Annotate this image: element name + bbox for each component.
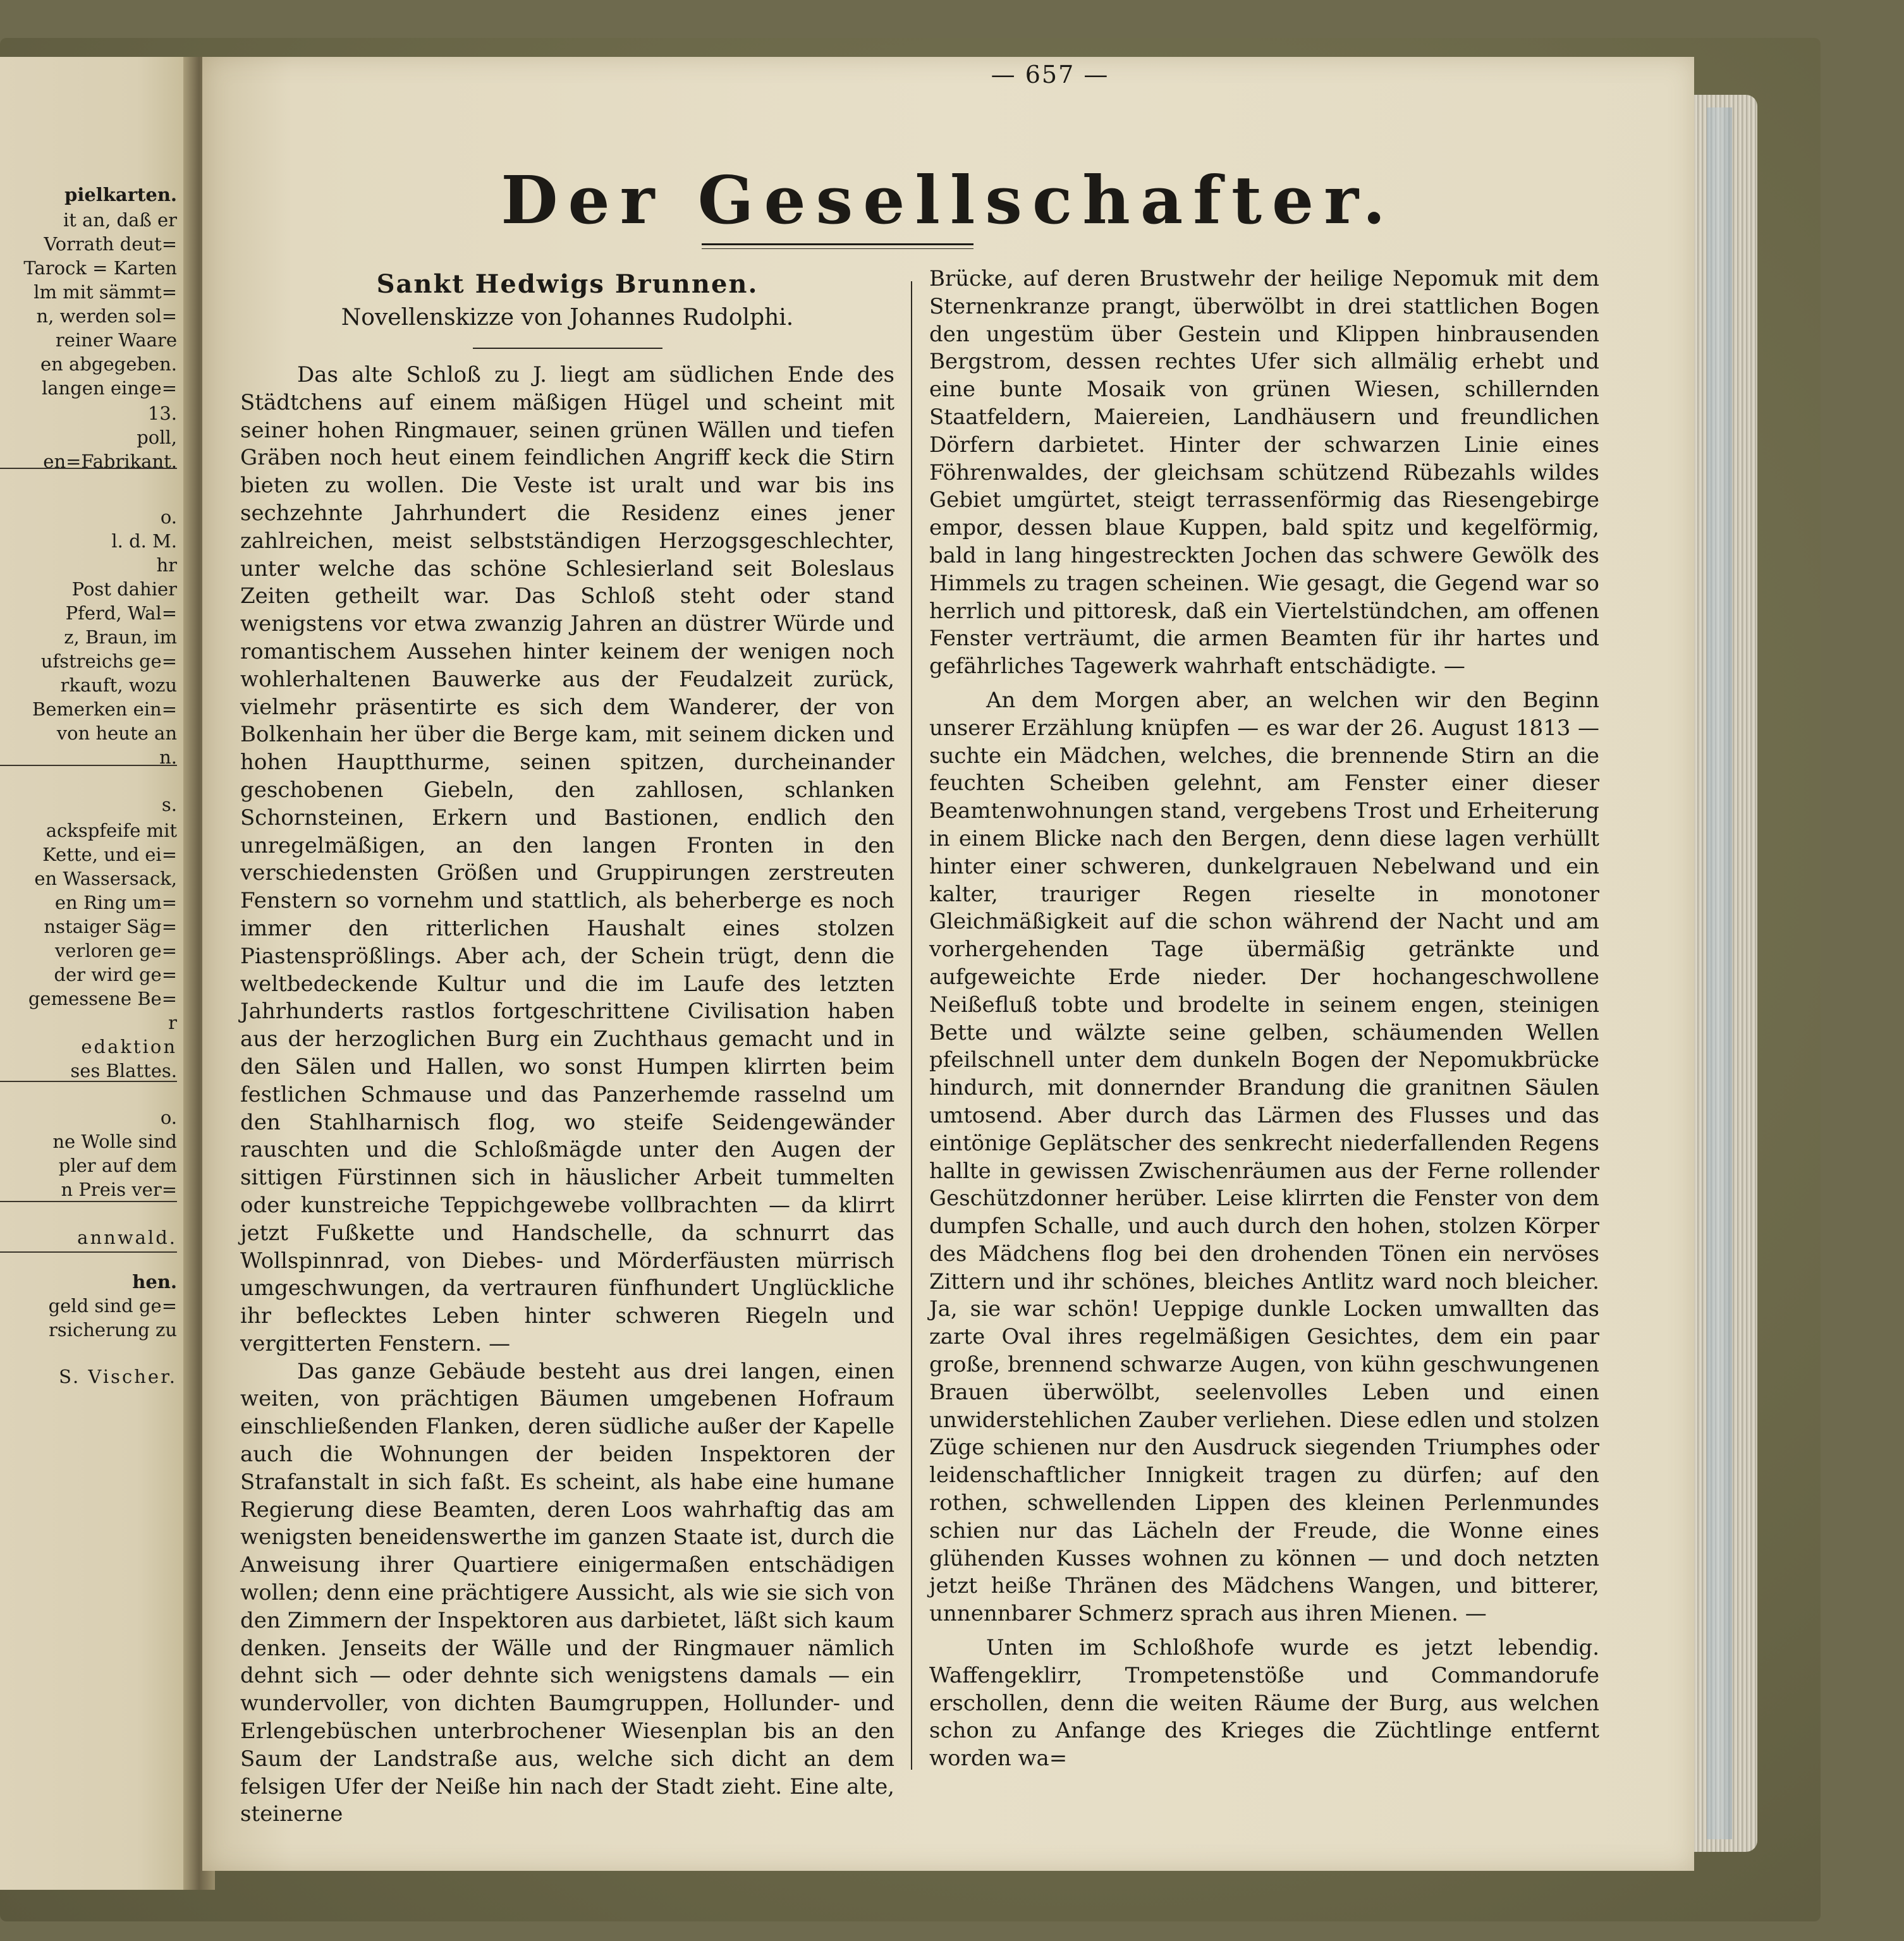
left-page-line: edaktion [81, 1036, 177, 1057]
left-page-line: it an, daß er [63, 209, 177, 231]
left-page-line: s. [161, 794, 177, 815]
article-column-right [929, 265, 1599, 1773]
left-page-rule [0, 468, 177, 469]
masthead-rule [702, 243, 973, 245]
left-page-line: poll, [137, 427, 177, 448]
left-page-line: rsicherung zu [48, 1319, 177, 1341]
left-page-line: Post dahier [71, 578, 177, 600]
left-page-line: n. [159, 746, 177, 768]
masthead-title: Der Gesellschafter. [501, 161, 1396, 239]
left-page-rule [0, 1081, 177, 1082]
left-page-rule [0, 1201, 177, 1202]
left-page-line: von heute an [56, 722, 177, 744]
left-page-line: pielkarten. [64, 184, 177, 205]
left-page-rule [0, 1251, 177, 1253]
paragraph: Das alte Schloß zu J. liegt am südlichen Ende des Städtchens auf einem mäßigen Hügel und scheint mit seiner hohen Ringmauer, seinen grünen Wällen und tiefen Gräben noch heut einem feindlichen Angriff keck die Stirn bieten zu wollen. Die Veste ist uralt und war bis ins sechzehnte Jahrhundert die Residenz eines jener zahlreichen, meist selbstständigen Herzogsgeschlechter, unter welche das schöne Schlesierland seit Boleslaus Zeiten getheilt war. Das Schloß steht oder stand wenigstens vor etwa zwanzig Jahren an düstrer Würde und romantischem Aussehen hinter keinem der wenigen noch wohlerhaltenen Bauwerke aus der Feudalzeit zurück, vielmehr präsentirte es sich dem Wanderer, der von Bolkenhain her über die Berge kam, mit seinem dicken und hohen Hauptthurme, seinen spitzen, durcheinander geschobenen Giebeln, den zahllosen, schlanken Schornsteinen, Erkern und Bastionen, endlich den unregelmäßigen, an den langen Fronten in den verschiedensten Größen und Gruppirungen zerstreuten Fenstern so vornehm und stattlich, als beherberge es noch immer den ritterlichen Haushalt eines stolzen Piastensprößlings. Aber ach, der Schein trügt, denn die weltbedeckende Kultur und die im Laufe des letzten Jahrhunderts rastlos fortgeschrittene Civilisation haben aus der herzoglichen Burg ein Zuchthaus gemacht und in den Sälen und Hallen, wo sonst Humpen klirrten beim festlichen Schmause und das Panzerhemde rasselnd um den Stahlharnisch flog, wo steife Seidengewänder rauschten und die Schloßmägde unter den Augen der sittigen Fürstinnen sich in häuslicher Arbeit tummelten oder kunstreiche Teppichgewebe vollbrachten — da klirrt jetzt Fußkette und Handschelle, da schnurrt das Wollspinnrad, von Diebes- und Mörderfäusten mürrisch umgeschwungen, da vertrauren fünfhundert Unglückliche ihr beflecktes Leben hinter schweren Riegeln und vergitterten Fenstern. — [240, 362, 894, 1356]
left-page-line: Vorrath deut= [44, 233, 177, 255]
paragraph: An dem Morgen aber, an welchen wir den Beginn unserer Erzählung knüpfen — es war der 26. August 1813 — suchte ein Mädchen, welches, die brennende Stirn an die feuchten Scheiben gelehnt, am Fenster einer dieser Beamtenwohnungen stand, vergebens Trost und Erheiterung in einem Blicke nach den Bergen, denn diese lagen verhüllt hinter einer schweren, dunkelgrauen Nebelwand und ein kalter, trauriger Regen rieselte in monotoner Gleichmäßigkeit auf die schon während der Nacht und am vorhergehenden Tage übermäßig getränkte und aufgeweichte Erde nieder. Der hochangeschwollene Neißefluß tobte und brodelte in seinem engen, steinigen Bette und wälzte seine gelben, schäumenden Wellen pfeilschnell unter dem dunkeln Bogen der Nepomukbrücke hindurch, mit donnernder Brandung die granitnen Säulen umtosend. Aber durch das Lärmen des Flusses und das eintönige Geplätscher des senkrecht niederfallenden Regens hallte in gewissen Zwischenräumen aus der Ferne rollender Geschützdonner herüber. Leise klirrten die Fenster von dem dumpfen Schalle, und auch durch den hohen, stolzen Körper des Mädchens flog bei den drohenden Tönen ein nervöses Zittern und ihr schönes, bleiches Antlitz ward noch bleicher. Ja, sie war schön! Ueppige dunkle Locken umwallten das zarte Oval ihres regelmäßigen Gesichtes, dem ein paar große, brennend schwarze Augen, von kühn geschwungenen Brauen überwölbt, seelenvolles Leben und einen unwiderstehlichen Zauber verliehen. Diese edlen und stolzen Züge schienen nur den Ausdruck siegenden Triumphes oder leidenschaftlicher Innigkeit tragen zu dürfen; auf den rothen, schwellenden Lippen des kleinen Perlenmundes schien nur das Lächeln der Freude, die Wonne eines glühenden Kusses wohnen zu können — und doch netzten jetzt heiße Thränen des Mädchens Wangen, und bitterer, unnennbarer Schmerz sprach aus ihren Mienen. — [929, 687, 1599, 1627]
left-page-line: verloren ge= [54, 940, 177, 961]
page-edge-tint [1707, 107, 1732, 1839]
left-page-line: l. d. M. [111, 530, 177, 552]
article-subtitle: Novellenskizze von Johannes Rudolphi. [341, 305, 794, 331]
left-page-line: ufstreichs ge= [40, 650, 177, 672]
left-page-line: z, Braun, im [64, 626, 177, 648]
left-page-line: pler auf dem [58, 1155, 177, 1176]
article-column-left [240, 265, 894, 1828]
left-page-line: nstaiger Säg= [44, 916, 177, 937]
left-page-line: r [168, 1012, 177, 1033]
left-page-line: lm mit sämmt= [34, 281, 177, 303]
paragraph: Das ganze Gebäude besteht aus drei langen, einen weiten, von prächtigen Bäumen umgebenen Hofraum einschließenden Flanken, deren südliche außer der Kapelle auch die Wohnungen der beiden Inspektoren der Strafanstalt in sich faßt. Es scheint, als habe eine humane Regierung diese Beamten, deren Loos wahrhaftig das am wenigsten beneidenswerthe im ganzen Staate ist, durch die Anweisung ihrer Quartiere einigermaßen entschädigen wollen; denn eine prächtigere Aussicht, als wie sie sich von den Zimmern der Inspektoren aus darbietet, läßt sich kaum denken. Jenseits der Wälle und der Ringmauer nämlich dehnt sich — oder dehnte sich wenigstens damals — ein wundervoller, von dichten Baumgruppen, Hollunder- und Erlengebüschen unterbrochener Wiesenplan bis an den Saum der Landstraße aus, welche sich dicht an dem felsigen Ufer der Neiße hin nach der Stadt zieht. Eine alte, steinerne [240, 1358, 894, 1827]
left-page-rule [0, 765, 177, 766]
left-page-line: der wird ge= [54, 964, 177, 985]
left-page-line: hen. [132, 1271, 177, 1293]
left-page-line: 13. [147, 403, 177, 424]
left-page-line: ses Blattes. [70, 1060, 177, 1081]
left-page-line: ackspfeife mit [46, 820, 177, 841]
left-page-line: en Ring um= [54, 892, 177, 913]
left-page-line: Bemerken ein= [32, 698, 177, 720]
left-page-line: hr [156, 554, 177, 576]
left-page-line: n, werden sol= [36, 305, 177, 327]
left-page-line: o. [160, 1107, 177, 1128]
left-page [0, 57, 196, 1890]
page-number: — 657 — [991, 61, 1109, 88]
masthead-rule-thin [702, 248, 973, 249]
column-divider [911, 281, 912, 1770]
left-page-line: annwald. [77, 1227, 177, 1248]
left-page-line: langen einge= [41, 377, 177, 399]
left-page-line: Kette, und ei= [42, 844, 177, 865]
article-title: Sankt Hedwigs Brunnen. [376, 269, 759, 299]
paragraph: Unten im Schloßhofe wurde es jetzt lebendig. Waffengeklirr, Trompetenstöße und Commandorufe erschollen, denn die weiten Räume der Burg, aus welchen schon zu Anfange des Krieges die Züchtlinge entfernt worden wa= [929, 1635, 1599, 1772]
left-page-line: Tarock = Karten [23, 257, 177, 279]
left-page-line: en abgegeben. [40, 353, 177, 375]
left-page-line: gemessene Be= [28, 988, 177, 1009]
left-page-line: en=Fabrikant. [43, 451, 177, 472]
left-page-line: reiner Waare [55, 329, 177, 351]
left-page-line: n Preis ver= [61, 1179, 177, 1200]
left-page-line: ne Wolle sind [52, 1131, 177, 1152]
subtitle-rule [473, 348, 662, 349]
left-page-line: en Wassersack, [34, 868, 177, 889]
left-page-line: geld sind ge= [48, 1295, 177, 1317]
left-page-line: rkauft, wozu [60, 674, 177, 696]
left-page-line: Pferd, Wal= [65, 602, 177, 624]
left-page-line: S. Vischer. [59, 1366, 177, 1387]
left-page-line: o. [160, 506, 177, 528]
paragraph: Brücke, auf deren Brustwehr der heilige Nepomuk mit dem Sternenkranze prangt, überwölbt in drei stattlichen Bogen den ungestüm über Gestein und Klippen hinbrausenden Bergstrom, dessen rechtes Ufer sich allmälig erhebt und eine bunte Mosaik von grünen Wiesen, schillernden Staatfeldern, Maiereien, Landhäusern und freundlichen Dörfern darbietet. Hinter der schwarzen Linie eines Föhrenwaldes, der gleichsam schützend Rübezahls wildes Gebiet umgürtet, steigt terrassenförmig das Riesengebirge empor, dessen blaue Kuppen, bald spitz und kegelförmig, bald in lang hingestreckten Jochen das schwere Gewölk des Himmels zu tragen scheinen. Wie gesagt, die Gegend war so herrlich und pittoresk, daß ein Viertelstündchen, am offenen Fenster verträumt, die armen Beamten für ihr hartes und gefährliches Tagewerk wahrhaft entschädigte. — [929, 266, 1599, 679]
